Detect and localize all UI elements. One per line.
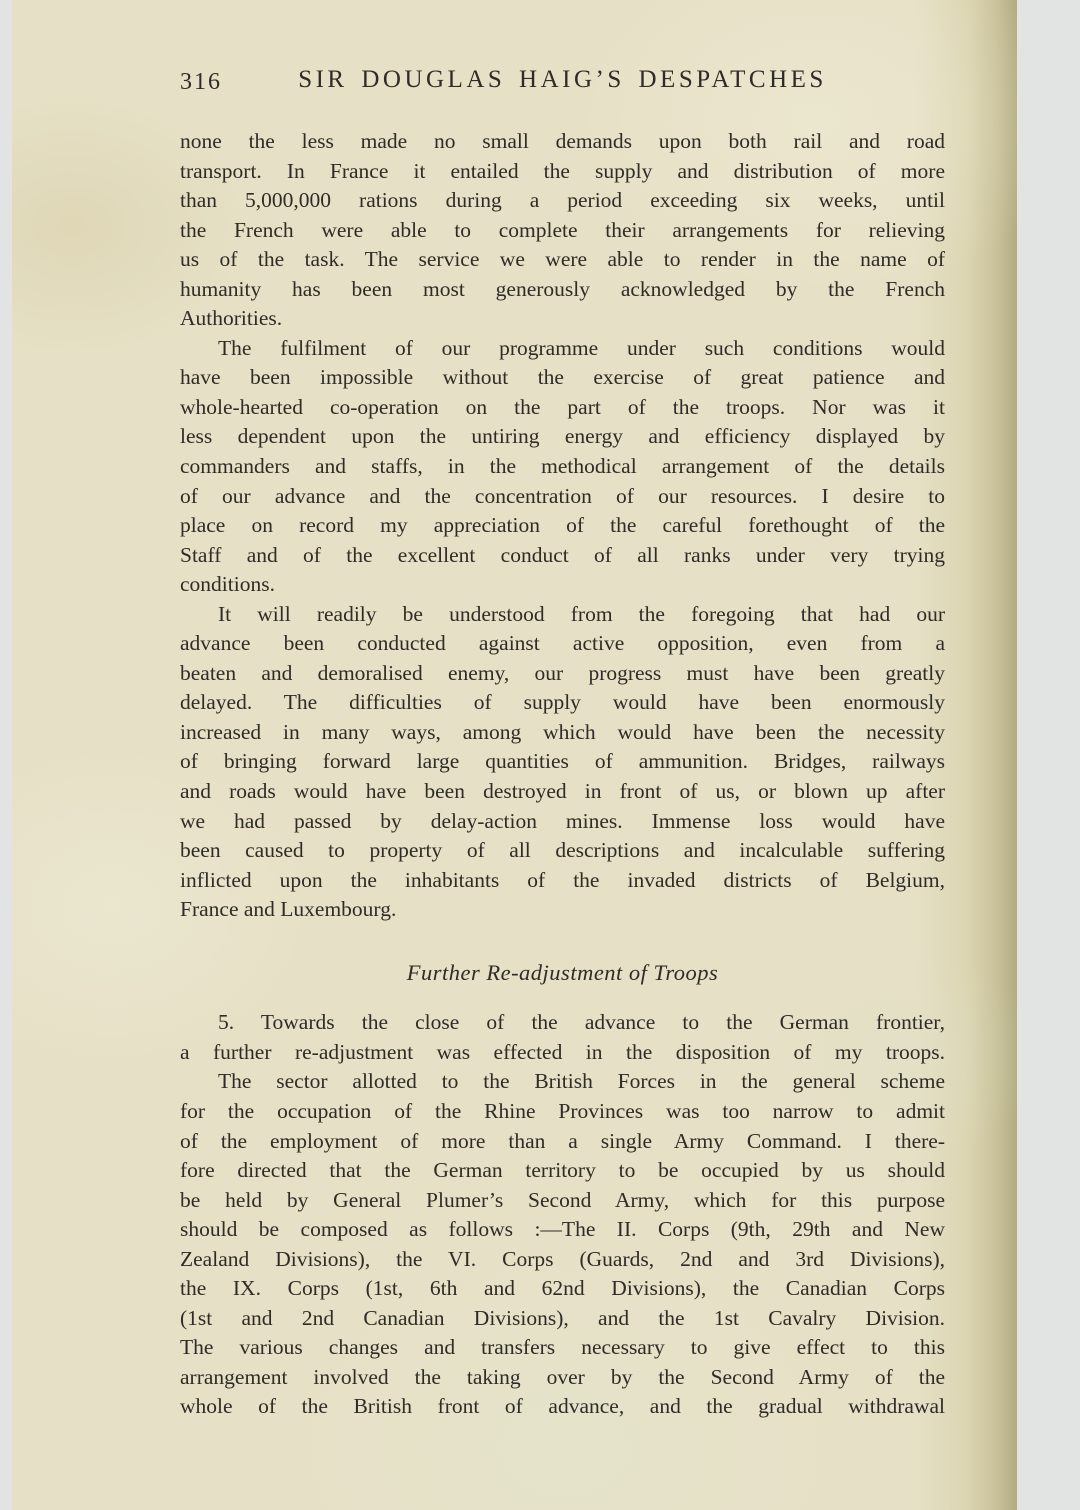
text-line: The various changes and transfers necessary to give effect to this [180,1335,945,1360]
paragraph [180,334,945,600]
text-line: we had passed by delay-action mines. Immense loss would have [180,808,945,833]
text-line: be held by General Plumer’s Second Army, which for this purpose [180,1187,945,1212]
text-line: Staff and of the excellent conduct of all ranks under very trying [180,542,945,567]
text-line: inflicted upon the inhabitants of the invaded districts of Belgium, [180,867,945,892]
text-line: than 5,000,000 rations during a period exceeding six weeks, until [180,188,945,213]
text-line: transport. In France it entailed the supply and distribution of more [180,158,945,183]
text-line: increased in many ways, among which would have been the necessity [180,719,945,744]
text-line: us of the task. The service we were able to render in the name of [180,247,945,272]
text-line: arrangement involved the taking over by the Second Army of the [180,1364,945,1389]
paragraph [180,1067,945,1422]
paragraph [180,127,945,334]
text-line: beaten and demoralised enemy, our progress must have been greatly [180,660,945,685]
text-line: should be composed as follows :—The II. Corps (9th, 29th and New [180,1217,945,1242]
text-line: conditions. [180,572,275,597]
text-line: of the employment of more than a single Army Command. I there- [180,1128,945,1153]
text-line: whole of the British front of advance, and the gradual withdrawal [180,1394,945,1419]
text-line: of bringing forward large quantities of ammunition. Bridges, railways [180,749,945,774]
text-line: delayed. The difficulties of supply would have been enormously [180,690,945,715]
text-line: fore directed that the German territory to be occupied by us should [180,1158,945,1183]
text-line: The fulfilment of our programme under such conditions would [218,335,945,360]
section-heading: Further Re-adjustment of Troops [406,959,719,985]
text-line: advance been conducted against active opposition, even from a [180,631,945,656]
text-line: and roads would have been destroyed in front of us, or blown up after [180,779,945,804]
text-line: commanders and staffs, in the methodical arrangement of the details [180,454,945,479]
page-number: 316 [180,69,222,95]
text-line: humanity has been most generously acknowledged by the French [180,276,945,301]
page-header [180,66,945,100]
text-line: a further re-adjustment was effected in the disposition of my troops. [180,1039,945,1064]
text-line: less dependent upon the untiring energy and efficiency displayed by [180,424,945,449]
text-line: been caused to property of all descriptions and incalculable suffering [180,838,945,863]
text-line: whole-hearted co-operation on the part of the troops. Nor was it [180,394,945,419]
text-line: 5. Towards the close of the advance to the German frontier, [218,1010,945,1035]
text-line: Zealand Divisions), the VI. Corps (Guards, 2nd and 3rd Divisions), [180,1246,945,1271]
text-line: for the occupation of the Rhine Provinces was too narrow to admit [180,1098,945,1123]
paragraph [180,1008,945,1067]
text-line: France and Luxembourg. [180,897,397,922]
text-line: the IX. Corps (1st, 6th and 62nd Divisions), the Canadian Corps [180,1276,945,1301]
text-line: place on record my appreciation of the careful forethought of the [180,513,945,538]
text-line: have been impossible without the exercise of great patience and [180,365,945,390]
text-line: Authorities. [180,306,283,331]
text-line: of our advance and the concentration of our resources. I desire to [180,483,945,508]
running-title: SIR DOUGLAS HAIG’S DESPATCHES [298,66,827,93]
book-page [12,0,1017,1510]
text-line: (1st and 2nd Canadian Divisions), and the 1st Cavalry Division. [180,1305,945,1330]
paragraph [180,600,945,925]
text-line: It will readily be understood from the foregoing that had our [218,601,945,626]
text-line: The sector allotted to the British Forces in the general scheme [218,1069,945,1094]
text-line: none the less made no small demands upon both rail and road [180,129,945,153]
page-body [180,127,945,1422]
text-line: the French were able to complete their arrangements for relieving [180,217,945,242]
